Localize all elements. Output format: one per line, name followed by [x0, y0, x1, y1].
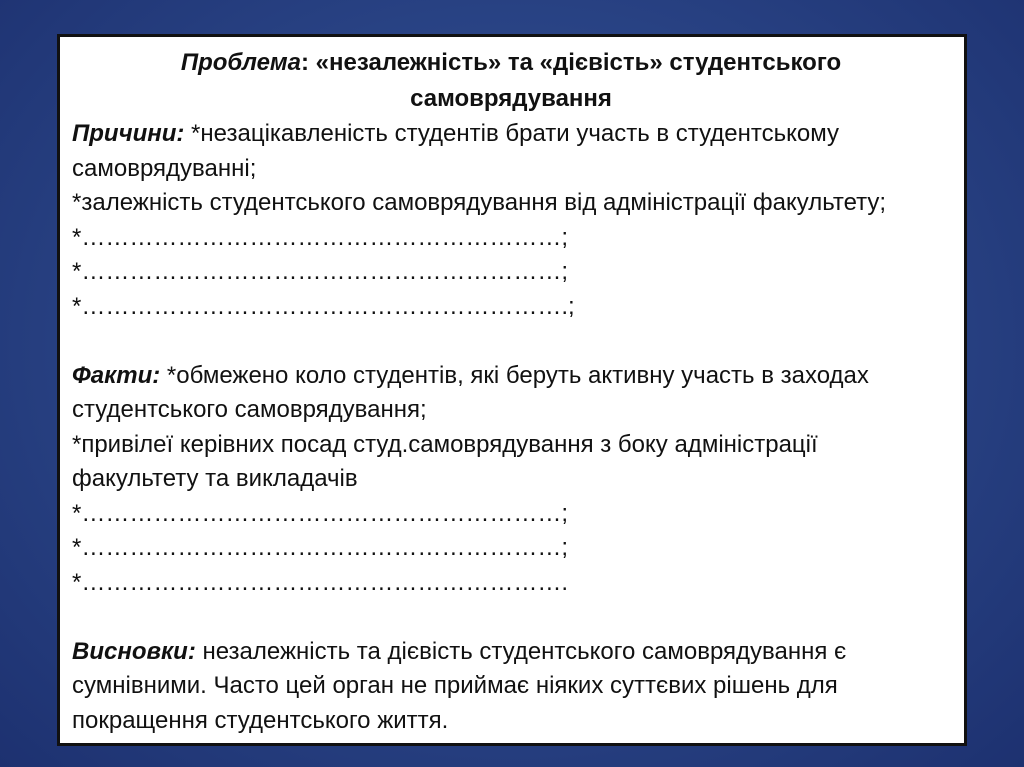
reasons-label: Причини:	[72, 120, 185, 147]
conclusions-line: покращення студентського життя.	[72, 706, 449, 734]
reasons-text: *незацікавленість студентів брати участь в студентському	[184, 120, 839, 147]
facts-label: Факти:	[72, 361, 161, 389]
section-spacer	[72, 600, 950, 635]
title-lead: Проблема	[180, 49, 302, 76]
title-line-1	[72, 45, 950, 81]
title-rest: : «незалежність» та «дієвість» студентського	[301, 49, 842, 76]
facts-line	[72, 359, 950, 394]
reasons-section	[72, 117, 950, 324]
conclusions-text: незалежність та дієвість студентського самоврядування є	[195, 637, 847, 665]
facts-line: факультету та викладачів	[72, 465, 358, 492]
facts-placeholder-line: *…………………………………………………….	[72, 568, 569, 596]
slide-content-box	[57, 34, 967, 746]
facts-line: студентського самоврядування;	[72, 396, 427, 423]
conclusions-line: сумнівними. Часто цей орган не приймає ніяких суттєвих рішень для	[72, 672, 838, 699]
reasons-line: самоврядуванні;	[72, 154, 257, 182]
conclusions-label: Висновки:	[72, 637, 196, 665]
section-spacer	[72, 324, 950, 359]
title-line-2: самоврядування	[410, 85, 612, 112]
reasons-placeholder-line: *…………………………………………………….;	[72, 292, 575, 320]
facts-section	[72, 359, 950, 601]
facts-placeholder-line: *……………………………………………………;	[72, 534, 569, 561]
slide-title	[72, 45, 950, 117]
facts-line: *привілеї керівних посад студ.самоврядування з боку адміністрації	[72, 430, 818, 458]
reasons-placeholder-line: *……………………………………………………;	[72, 223, 569, 251]
reasons-placeholder-line: *……………………………………………………;	[72, 258, 569, 285]
facts-text: *обмежено коло студентів, які беруть активну участь в заходах	[160, 361, 869, 389]
facts-placeholder-line: *……………………………………………………;	[72, 499, 569, 527]
conclusions-section	[72, 635, 950, 739]
reasons-line: *залежність студентського самоврядування від адміністрації факультету;	[72, 189, 887, 216]
conclusions-line	[72, 635, 950, 670]
reasons-line	[72, 117, 950, 152]
